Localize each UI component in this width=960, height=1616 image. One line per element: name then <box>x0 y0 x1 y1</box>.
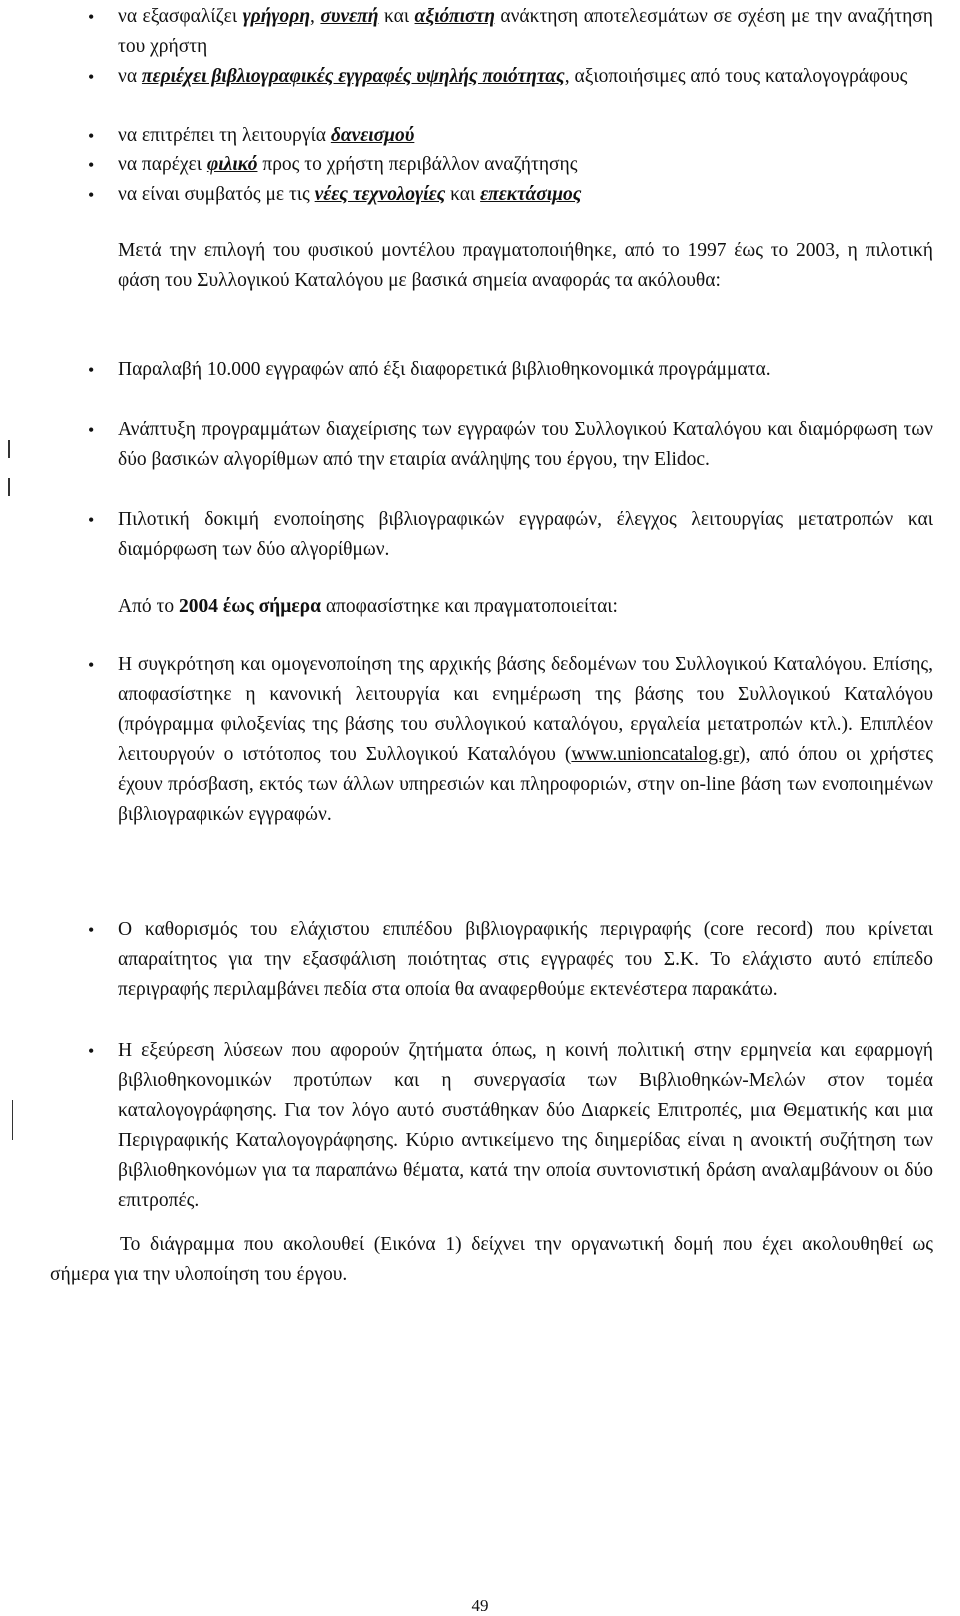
scan-mark <box>8 478 10 496</box>
emphasis: φιλικό <box>206 154 258 175</box>
bullet-icon: • <box>88 67 95 87</box>
bullet-icon: • <box>88 126 95 146</box>
text: και <box>378 6 415 27</box>
paragraph <box>118 236 933 296</box>
text: ), από όπου οι χρήστες έχουν πρόσβαση, εκτός των άλλων υπηρεσιών και πληροφοριών, στην on-line βάση των ενοποιημένων βιβλιογραφικών εγγραφών. <box>118 744 933 825</box>
list-item <box>88 2 933 62</box>
scan-mark <box>12 1100 13 1140</box>
text: προς το χρήστη περιβάλλον αναζήτησης <box>257 154 578 175</box>
text: να <box>118 66 142 87</box>
text: να επιτρέπει τη λειτουργία <box>118 125 331 146</box>
text: αποφασίστηκε και πραγματοποιείται: <box>320 596 618 617</box>
emphasis: νέες τεχνολογίες <box>314 184 446 205</box>
emphasis: σήμερα <box>258 596 321 617</box>
scan-mark <box>8 440 10 458</box>
emphasis: 2004 <box>179 596 219 617</box>
list-item <box>88 1036 933 1216</box>
list-item-text: Ο καθορισμός του ελάχιστου επιπέδου βιβλιογραφικής περιγραφής (core record) που κρίνεται απαραίτητος για την εξασφάλιση ποιότητας στις εγγραφές του Σ.Κ. Το ελάχιστο αυτό επίπεδο περιγραφής περιλαμβάνει πεδία στα οποία θα αναφερθούμε εκτενέστερα παρακάτω. <box>118 919 933 1000</box>
list-item <box>88 355 933 385</box>
paragraph-text: Μετά την επιλογή του φυσικού μοντέλου πραγματοποιήθηκε, από το 1997 έως το 2003, η πιλοτική φάση του Συλλογικού Καταλόγου με βασικά σημεία αναφοράς τα ακόλουθα: <box>118 240 933 291</box>
list-item-text: Ανάπτυξη προγραμμάτων διαχείρισης των εγγραφών του Συλλογικού Καταλόγου και διαμόρφωση των δύο βασικών αλγορίθμων από την εταιρία ανάληψης του έργου, την Elidoc. <box>118 419 933 470</box>
website-link[interactable]: www.unioncatalog.gr <box>571 744 740 765</box>
paragraph <box>50 1230 933 1290</box>
text: έως <box>218 596 259 617</box>
list-item-text: Η εξεύρεση λύσεων που αφορούν ζητήματα όπως, η κοινή πολιτική στην ερμηνεία και εφαρμογή βιβλιοθηκονομικών προτύπων και η συνεργασία των Βιβλιοθηκών-Μελών στον τομέα καταλογογράφησης. Για τον λόγο αυτό συστάθηκαν δύο Διαρκείς Επιτροπές, μια Θεματικής και μια Περιγραφικής Καταλογογράφησης. Κύριο αντικείμενο της διημερίδας είναι η ανοικτή συζήτηση των βιβλιοθηκονόμων για τα παραπάνω θέματα, κατά την οποία συντονιστική δράση αναλαμβάνουν οι δύο επιτροπές. <box>118 1040 933 1211</box>
list-item <box>88 650 933 830</box>
list-item <box>88 505 933 565</box>
paragraph <box>118 592 933 622</box>
emphasis: συνεπή <box>320 6 379 27</box>
text: και <box>445 184 481 205</box>
bullet-icon: • <box>88 360 95 380</box>
emphasis: δανεισμού <box>330 125 415 146</box>
text: να εξασφαλίζει <box>118 6 243 27</box>
text: να είναι συμβατός με τις <box>118 184 315 205</box>
list-item <box>88 150 933 180</box>
page-number: 49 <box>471 1596 489 1615</box>
list-item <box>88 415 933 475</box>
list-item <box>88 180 933 210</box>
bullet-icon: • <box>88 155 95 175</box>
text: , αξιοποιήσιμες από τους καταλογογράφους <box>564 66 908 87</box>
list-item-text: Παραλαβή 10.000 εγγραφών από έξι διαφορετικά βιβλιοθηκονομικά προγράμματα. <box>118 359 771 380</box>
bullet-icon: • <box>88 655 95 675</box>
bullet-icon: • <box>88 185 95 205</box>
list-item <box>88 62 933 92</box>
emphasis: επεκτάσιμος <box>480 184 582 205</box>
text: Από το <box>118 596 180 617</box>
bullet-icon: • <box>88 1041 95 1061</box>
paragraph-text: Το διάγραμμα που ακολουθεί (Εικόνα 1) δείχνει την οργανωτική δομή που έχει ακολουθηθεί ως σήμερα για την υλοποίηση του έργου. <box>50 1234 933 1285</box>
emphasis: γρήγορη <box>242 6 311 27</box>
bullet-icon: • <box>88 920 95 940</box>
text: Η συγκρότηση και ομογενοποίηση της αρχικής βάσης δεδομένων του Συλλογικού Καταλόγου. Επίσης, αποφασίστηκε η κανονική λειτουργία και ενημέρωση της βάσης του Συλλογικού Καταλόγου (πρόγραμμα φιλοξενίας της βάσης του συλλογικού καταλόγου, εργαλεία μετατροπών κτλ.). Επιπλέον λειτουργούν ο ιστότοπος του Συλλογικού Καταλόγου ( <box>118 654 933 765</box>
text: , <box>310 6 321 27</box>
bullet-icon: • <box>88 510 95 530</box>
text: ανάκτηση αποτελεσμάτων σε σχέση με την αναζήτηση του χρήστη <box>118 6 933 57</box>
bullet-icon: • <box>88 7 95 27</box>
text: να παρέχει <box>118 154 207 175</box>
list-item <box>88 121 933 151</box>
emphasis: αξιόπιστη <box>414 6 495 27</box>
emphasis: περιέχει βιβλιογραφικές εγγραφές υψηλής ποιότητας <box>141 66 565 87</box>
bullet-icon: • <box>88 420 95 440</box>
list-item-text: Πιλοτική δοκιμή ενοποίησης βιβλιογραφικών εγγραφών, έλεγχος λειτουργίας μετατροπών και διαμόρφωση των δύο αλγορίθμων. <box>118 509 933 560</box>
list-item <box>88 915 933 1005</box>
